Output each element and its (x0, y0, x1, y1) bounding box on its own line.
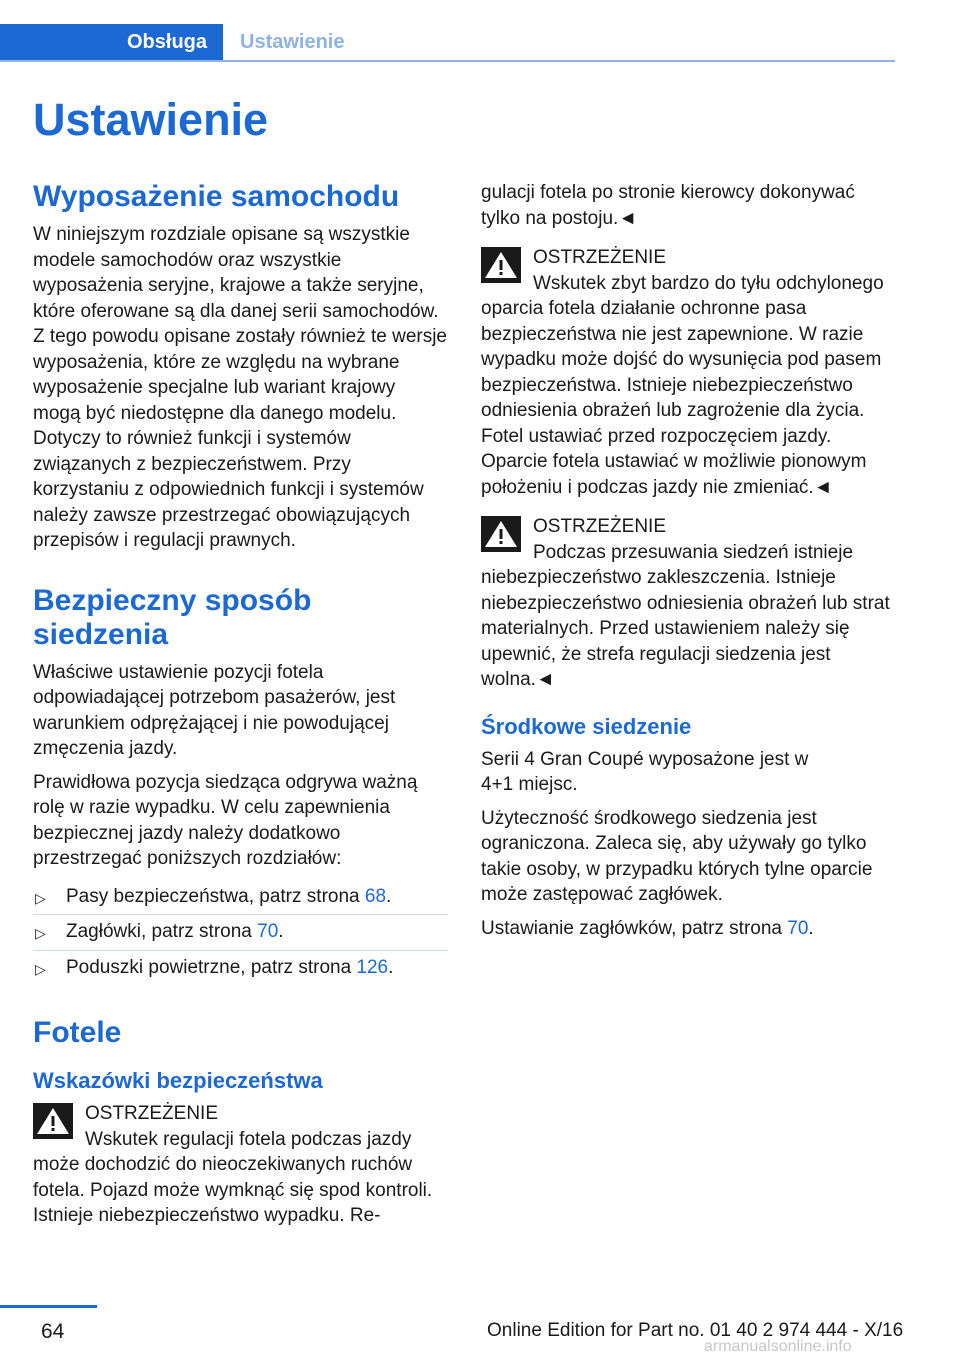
warning-title: OSTRZEŻENIE (533, 247, 667, 268)
footer-accent-line (0, 1305, 97, 1308)
triangle-bullet-icon: ▷ (35, 960, 46, 977)
warning-box-2 (481, 245, 896, 500)
paragraph-headrest-ref: Ustawianie zagłówków, patrz strona 70. (481, 917, 814, 939)
warning-triangle-icon (481, 247, 521, 283)
heading-fotele: Fotele (33, 1016, 122, 1049)
list-item: ▷ Poduszki powietrzne, patrz strona 126. (33, 951, 448, 986)
paragraph-seat-safety: Prawidłowa pozycja siedząca odgrywa ważną rolę w razie wypadku. W celu zapewnienia bezpiecznej jazdy należy dodatkowo przestrzegać poniższych rozdziałów: (33, 771, 418, 869)
warning-box-3 (481, 514, 896, 693)
heading-safety-notes: Wskazówki bezpieczeństwa (33, 1068, 323, 1093)
warning-continuation: gulacji fotela po stronie kierowcy dokonywać tylko na postoju.◄ (481, 182, 855, 229)
edition-footer: Online Edition for Part no. 01 40 2 974 444 - X/16 (487, 1320, 904, 1341)
list-item: ▷ Zagłówki, patrz strona 70. (33, 915, 448, 951)
warning-title: OSTRZEŻENIE (533, 516, 667, 537)
watermark: armanualsonline.info (704, 1338, 852, 1355)
heading-wyposazenie: Wyposażenie samochodu (33, 180, 400, 213)
paragraph-seat-intro: Właściwe ustawienie pozycji fotela odpowiadającej potrzebom pasażerów, jest warunkiem odprężającej i nie powodującej zmęczenia jazdy. (33, 661, 396, 759)
list-item: ▷ Pasy bezpieczeństwa, patrz strona 68. (33, 880, 448, 916)
tab-divider (0, 60, 895, 62)
paragraph-seat-count: Serii 4 Gran Coupé wyposażone jest w 4+1 miejsc. (481, 748, 809, 795)
tab-ustawienie[interactable]: Ustawienie (240, 31, 345, 53)
warning-text: Wskutek zbyt bardzo do tyłu odchylonego oparcia fotela działanie ochronne pasa bezpieczeństwa nie jest zapewnione. W razie wypadku może dojść do wysunięcia pod pasem bezpieczeństwa. Istnieje niebezpieczeństwo odniesienia obrażeń lub zagrożenie dla życia. Fotel ustawiać przed rozpoczęciem jazdy. Oparcie fotela ustawiać w możliwie pionowym położeniu i podczas jazdy nie zmieniać.◄ (481, 272, 884, 498)
paragraph-middle-seat-usage: Użyteczność środkowego siedzenia jest ograniczona. Zaleca się, aby używały go tylko takie osoby, w przypadku których tylne oparcie może zastępować zagłówek. (481, 807, 873, 905)
left-column (33, 180, 448, 1239)
heading-bezpieczny-sposob: Bezpieczny sposób siedzenia (33, 583, 312, 651)
reference-list (33, 880, 448, 986)
page-link-70[interactable]: 70 (257, 921, 279, 942)
warning-text: Podczas przesuwania siedzeń istnieje niebezpieczeństwo zakleszczenia. Istnieje niebezpieczeństwo odniesienia obrażeń lub strat materialnych. Przed ustawieniem należy się upewnić, że strefa regulacji siedzenia jest wolna.◄ (481, 541, 890, 690)
page-link-68[interactable]: 68 (364, 885, 387, 907)
warning-triangle-icon (33, 1103, 73, 1139)
page-number: 64 (41, 1320, 65, 1343)
warning-text: Wskutek regulacji fotela podczas jazdy może dochodzić do nieoczekiwanych ruchów fotela. Pojazd może wymknąć się spod kontroli. Istnieje niebezpieczeństwo wypadku. Re- (33, 1128, 433, 1226)
triangle-bullet-icon: ▷ (35, 925, 46, 941)
page-title: Ustawienie (33, 94, 269, 145)
heading-middle-seat: Środkowe siedzenie (481, 713, 692, 739)
page-link-126[interactable]: 126 (356, 956, 389, 978)
right-column (481, 180, 896, 949)
warning-box-1 (33, 1101, 448, 1229)
page-link-70[interactable]: 70 (787, 917, 809, 939)
warning-title: OSTRZEŻENIE (85, 1103, 219, 1124)
tab-obsluga[interactable]: Obsługa (0, 24, 223, 61)
warning-triangle-icon (481, 516, 521, 552)
triangle-bullet-icon: ▷ (35, 889, 46, 906)
paragraph-equipment: W niniejszym rozdziale opisane są wszystkie modele samochodów oraz wszystkie wyposażenia seryjne, krajowe a także seryjne, które oferowane są dla danej serii samochodów. Z tego powodu opisane zostały również te wersje wyposażenia, które ze względu na wybrane wyposażenie specjalne lub wariant krajowy mogą być niedostępne dla danego modelu. Dotyczy to również funkcji i systemów związanych z bezpieczeństwem. Przy korzystaniu z odpowiednich funkcji i systemów należy zawsze przestrzegać obowiązujących przepisów i regulacji prawnych. (33, 224, 448, 551)
chapter-tabs (0, 0, 960, 64)
